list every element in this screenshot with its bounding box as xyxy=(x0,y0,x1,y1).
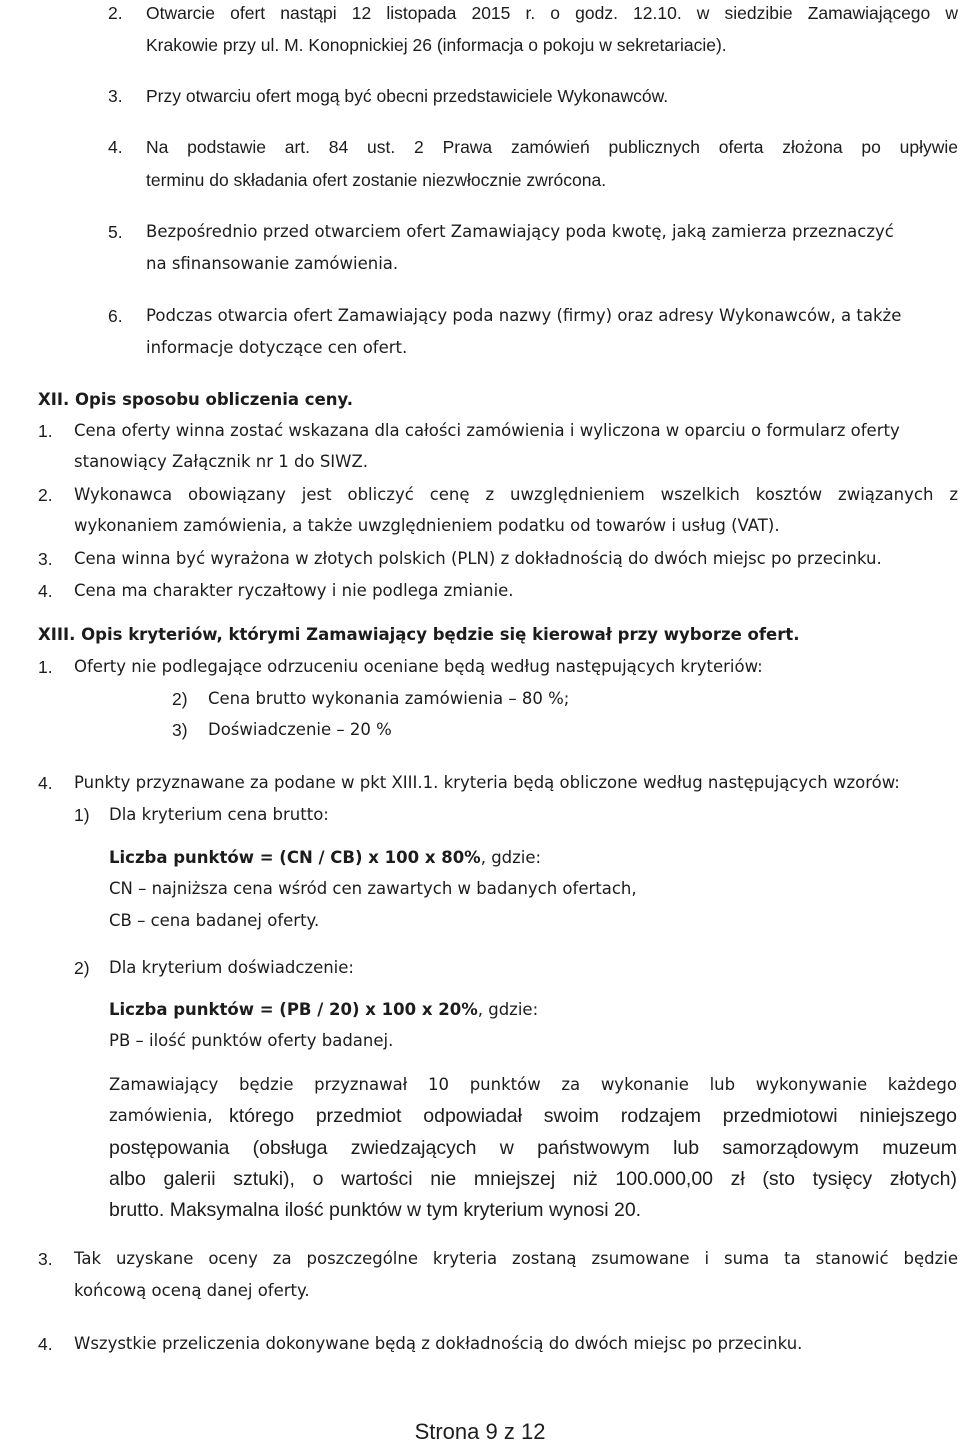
list-item-text: Tak uzyskane oceny za poszczególne kryteria zostaną zsumowane i suma ta stanowić będzie xyxy=(74,1249,958,1268)
list-number: 2. xyxy=(108,3,123,23)
paragraph-line: brutto. Maksymalna ilość punktów w tym kryterium wynosi 20. xyxy=(109,1199,642,1221)
list-number: 3. xyxy=(38,1249,53,1269)
sub-number: 2) xyxy=(74,958,90,978)
formula-bold: Liczba punktów = (PB / 20) x 100 x 20% xyxy=(109,1000,478,1019)
list-item-text: Otwarcie ofert nastąpi 12 listopada 2015 r. o godz. 12.10. w siedzibie Zamawiającego w xyxy=(146,3,958,23)
list-number: 3. xyxy=(108,86,123,106)
list-item-text: wykonaniem zamówienia, a także uwzględnieniem podatku od towarów i usług (VAT). xyxy=(74,516,780,535)
list-item-text: Na podstawie art. 84 ust. 2 Prawa zamówień publicznych oferta złożona po upływie xyxy=(146,137,958,157)
paragraph-line: Zamawiający będzie przyznawał 10 punktów za wykonanie lub wykonywanie każdego xyxy=(109,1075,957,1094)
list-item-text: Przy otwarciu ofert mogą być obecni przedstawiciele Wykonawców. xyxy=(146,86,669,106)
list-number: 2. xyxy=(38,485,53,505)
formula-bold: Liczba punktów = (CN / CB) x 100 x 80% xyxy=(109,848,481,867)
paragraph-line: albo galerii sztuki), o wartości nie mniejszej niż 100.000,00 zł (sto tysięcy złotych) xyxy=(109,1168,957,1190)
list-number: 3. xyxy=(38,549,53,569)
list-item-text: Bezpośrednio przed otwarciem ofert Zamawiający poda kwotę, jaką zamierza przeznaczyć xyxy=(146,222,894,241)
list-item-text: Krakowie przy ul. M. Konopnickiej 26 (informacja o pokoju w sekretariacie). xyxy=(146,35,727,55)
list-number: 4. xyxy=(38,773,53,793)
list-number: 4. xyxy=(108,137,123,157)
list-number: 6. xyxy=(108,306,123,326)
list-item-text: Cena winna być wyrażona w złotych polskich (PLN) z dokładnością do dwóch miejsc po przecinku. xyxy=(74,549,882,568)
paragraph-line: postępowania (obsługa zwiedzających w państwowym lub samorządowym muzeum xyxy=(109,1137,957,1159)
list-item-text: stanowiący Załącznik nr 1 do SIWZ. xyxy=(74,452,369,471)
formula-experience xyxy=(109,999,538,1021)
list-item-text: na sfinansowanie zamówienia. xyxy=(146,254,399,273)
criterion-number: 3) xyxy=(172,720,188,740)
list-item-text: Punkty przyznawane za podane w pkt XIII.1. kryteria będą obliczone według następujących wzorów: xyxy=(74,773,900,792)
criterion-text: Doświadczenie – 20 % xyxy=(208,720,392,739)
paragraph-fragment: którego przedmiot odpowiadał swoim rodzajem przedmiotowi niniejszego xyxy=(229,1105,957,1127)
sub-number: 1) xyxy=(74,805,90,825)
formula-rest: , gdzie: xyxy=(480,848,542,867)
list-item-text: Cena oferty winna zostać wskazana dla całości zamówienia i wyliczona w oparciu o formularz oferty xyxy=(74,421,900,440)
formula-price xyxy=(109,847,541,869)
list-number: 5. xyxy=(108,222,123,242)
formula-definition: CN – najniższa cena wśród cen zawartych w badanych ofertach, xyxy=(109,879,637,898)
list-item-text: informacje dotyczące cen ofert. xyxy=(146,338,408,357)
list-item-text: Wszystkie przeliczenia dokonywane będą z dokładnością do dwóch miejsc po przecinku. xyxy=(74,1334,803,1353)
list-number: 4. xyxy=(38,581,53,601)
list-number: 1. xyxy=(38,657,53,677)
paragraph-fragment: zamówienia, xyxy=(109,1106,213,1125)
list-number: 4. xyxy=(38,1334,53,1354)
section-heading: XII. Opis sposobu obliczenia ceny. xyxy=(38,390,354,409)
list-item-text: końcową oceną danej oferty. xyxy=(74,1281,310,1300)
formula-definition: PB – ilość punktów oferty badanej. xyxy=(109,1031,394,1050)
list-item-text: Podczas otwarcia ofert Zamawiający poda nazwy (firmy) oraz adresy Wykonawców, a także xyxy=(146,306,902,325)
sub-item-text: Dla kryterium cena brutto: xyxy=(109,805,329,824)
criterion-text: Cena brutto wykonania zamówienia – 80 %; xyxy=(208,689,570,708)
list-item-text: Cena ma charakter ryczałtowy i nie podlega zmianie. xyxy=(74,581,514,600)
criterion-number: 2) xyxy=(172,689,188,709)
formula-rest: , gdzie: xyxy=(477,1000,539,1019)
list-item-text: terminu do składania ofert zostanie niezwłocznie zwrócona. xyxy=(146,170,607,190)
list-item-text: Wykonawca obowiązany jest obliczyć cenę z uwzględnieniem wszelkich kosztów związanych z xyxy=(74,485,958,504)
sub-item-text: Dla kryterium doświadczenie: xyxy=(109,958,354,977)
section-heading: XIII. Opis kryteriów, którymi Zamawiający będzie się kierował przy wyborze ofert. xyxy=(38,625,800,644)
formula-definition: CB – cena badanej oferty. xyxy=(109,911,320,930)
list-item-text: Oferty nie podlegające odrzuceniu oceniane będą według następujących kryteriów: xyxy=(74,657,763,676)
page-footer: Strona 9 z 12 xyxy=(414,1419,546,1444)
list-number: 1. xyxy=(38,421,53,441)
paragraph-line xyxy=(109,1105,957,1127)
